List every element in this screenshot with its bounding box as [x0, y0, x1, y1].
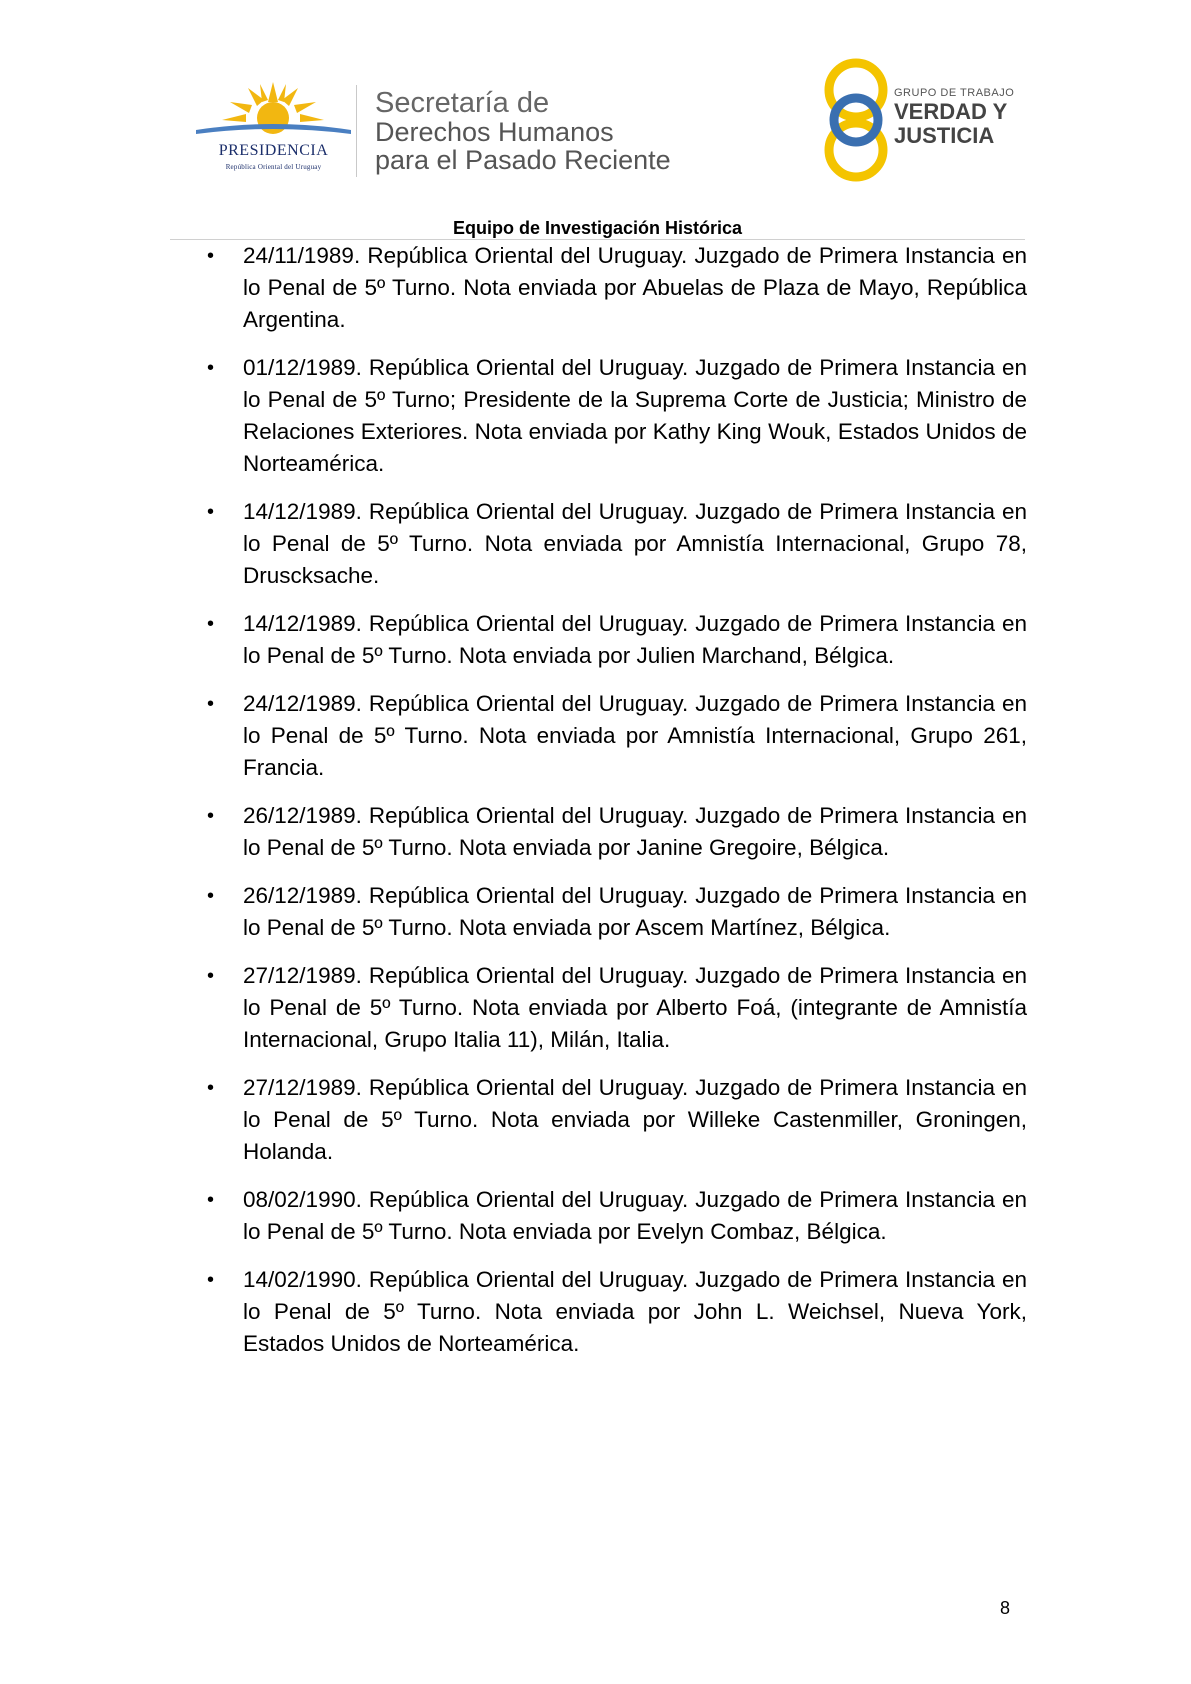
list-item — [207, 960, 1027, 1056]
entry-text: 14/02/1990. República Oriental del Uruguay. Juzgado de Primera Instancia en lo Penal de 5º Turno. Nota enviada por John L. Weichsel, Nueva York, Estados Unidos de Norteamérica. — [243, 1267, 1027, 1356]
entry-text: 14/12/1989. República Oriental del Uruguay. Juzgado de Primera Instancia en lo Penal de 5º Turno. Nota enviada por Amnistía Internacional, Grupo 78, Druscksache. — [243, 499, 1027, 588]
entry-text: 26/12/1989. República Oriental del Uruguay. Juzgado de Primera Instancia en lo Penal de 5º Turno. Nota enviada por Ascem Martínez, Bélgica. — [243, 883, 1027, 940]
entry-text: 24/12/1989. República Oriental del Uruguay. Juzgado de Primera Instancia en lo Penal de 5º Turno. Nota enviada por Amnistía Internacional, Grupo 261, Francia. — [243, 691, 1027, 780]
list-item — [207, 1264, 1027, 1360]
bullet: • — [207, 1269, 215, 1291]
bullet: • — [207, 245, 215, 267]
header-divider — [356, 85, 357, 177]
verdad-justicia-logo — [822, 56, 1032, 184]
entry-text: 08/02/1990. República Oriental del Uruguay. Juzgado de Primera Instancia en lo Penal de 5º Turno. Nota enviada por Evelyn Combaz, Bélgica. — [243, 1187, 1027, 1244]
bullet: • — [207, 357, 215, 379]
list-item — [207, 800, 1027, 864]
list-item — [207, 352, 1027, 480]
bullet: • — [207, 1077, 215, 1099]
presidencia-logo — [196, 80, 351, 180]
sun-icon — [196, 80, 351, 138]
bullet: • — [207, 501, 215, 523]
bullet: • — [207, 965, 215, 987]
gtvj-verdad-text: VERDAD Y — [894, 99, 1008, 124]
list-item — [207, 688, 1027, 784]
list-item — [207, 1184, 1027, 1248]
secretaria-line3: para el Pasado Reciente — [375, 145, 671, 175]
bullet: • — [207, 885, 215, 907]
list-item — [207, 608, 1027, 672]
linked-rings-icon — [822, 56, 892, 184]
entry-text: 14/12/1989. República Oriental del Uruguay. Juzgado de Primera Instancia en lo Penal de 5º Turno. Nota enviada por Julien Marchand, Bélgica. — [243, 611, 1027, 668]
list-item — [207, 880, 1027, 944]
team-title: Equipo de Investigación Histórica — [452, 218, 743, 238]
bullet: • — [207, 613, 215, 635]
bullet: • — [207, 693, 215, 715]
secretaria-line1: Secretaría de — [375, 87, 550, 119]
list-item — [207, 496, 1027, 592]
secretaria-logo — [375, 88, 715, 174]
entry-text: 26/12/1989. República Oriental del Uruguay. Juzgado de Primera Instancia en lo Penal de 5º Turno. Nota enviada por Janine Gregoire, Bélgica. — [243, 803, 1027, 860]
page-header — [0, 0, 1191, 238]
list-item — [207, 240, 1027, 336]
presidencia-subtitle: República Oriental del Uruguay — [225, 163, 322, 171]
bullet: • — [207, 1189, 215, 1211]
entry-text: 24/11/1989. República Oriental del Uruguay. Juzgado de Primera Instancia en lo Penal de 5º Turno. Nota enviada por Abuelas de Plaza de Mayo, República Argentina. — [243, 243, 1027, 332]
entry-text: 27/12/1989. República Oriental del Uruguay. Juzgado de Primera Instancia en lo Penal de 5º Turno. Nota enviada por Willeke Castenmiller, Groningen, Holanda. — [243, 1075, 1027, 1164]
secretaria-line2: Derechos Humanos — [375, 117, 614, 147]
presidencia-title: PRESIDENCIA — [218, 142, 329, 159]
entry-text: 27/12/1989. República Oriental del Uruguay. Juzgado de Primera Instancia en lo Penal de 5º Turno. Nota enviada por Alberto Foá, (integrante de Amnistía Internacional, Grupo Italia 11), Milán, Italia. — [243, 963, 1027, 1052]
gtvj-small-text: GRUPO DE TRABAJO — [894, 87, 1015, 99]
gtvj-justicia-text: JUSTICIA — [894, 123, 995, 148]
entry-text: 01/12/1989. República Oriental del Uruguay. Juzgado de Primera Instancia en lo Penal de 5º Turno; Presidente de la Suprema Corte de Justicia; Ministro de Relaciones Exteriores. Nota enviada por Kathy King Wouk, Estados Unidos de Norteamérica. — [243, 355, 1027, 476]
entry-list — [207, 240, 1027, 1376]
page-number: 8 — [1000, 1598, 1011, 1618]
list-item — [207, 1072, 1027, 1168]
bullet: • — [207, 805, 215, 827]
